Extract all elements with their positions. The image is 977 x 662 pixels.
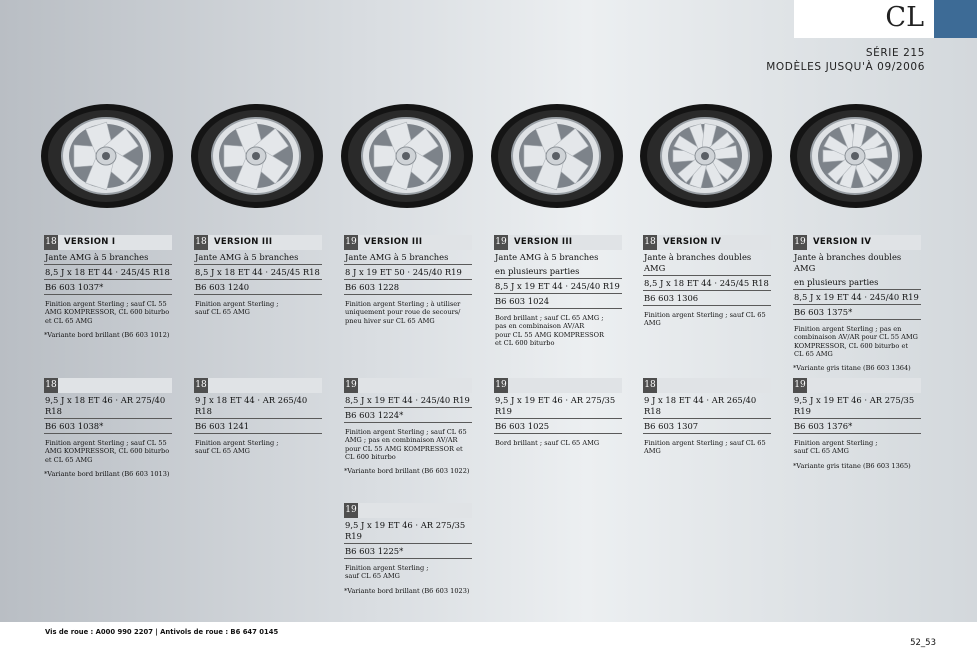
model-title: CL — [885, 2, 924, 33]
part-number: B6 603 1037* — [44, 280, 172, 295]
card-header — [194, 235, 322, 250]
note-line: Finition argent Sterling ; — [345, 564, 429, 572]
note-line: pas en combinaison AV/AR — [495, 322, 585, 331]
variant-note: *Variante bord brillant (B6 603 1022) — [344, 467, 470, 476]
note-line: pour CL 55 AMG KOMPRESSOR et — [345, 444, 463, 453]
card-header — [194, 378, 322, 393]
card-header — [643, 235, 771, 250]
wheel-spec-card — [194, 235, 322, 317]
note-line: CL 65 AMG — [794, 349, 833, 358]
note-line: Finition argent Sterling ; — [195, 439, 279, 447]
rim-spec: 8,5 J x 19 ET 44 · 245/40 R19 — [793, 290, 921, 305]
description: Jante à branches doubles AMG — [643, 250, 771, 276]
rim-size-badge: 18 — [643, 235, 657, 250]
model-tab — [794, 0, 934, 38]
rim-size-badge: 19 — [793, 378, 807, 393]
note-line: Finition argent Sterling ; sauf CL 65 — [345, 428, 467, 436]
finish-note — [44, 439, 172, 464]
series-heading — [766, 46, 925, 74]
card-header — [494, 378, 622, 393]
rim-spec: 8,5 J x 18 ET 44 · 245/45 R18 — [194, 265, 322, 280]
rim-spec: 8,5 J x 18 ET 44 · 245/45 R18 — [643, 276, 771, 291]
finish-note — [494, 439, 622, 447]
rim-spec: 8,5 J x 18 ET 44 · 245/45 R18 — [44, 265, 172, 280]
version-label: VERSION IV — [663, 237, 722, 247]
variant-note: *Variante bord brillant (B6 603 1012) — [44, 330, 170, 339]
description: Jante AMG à 5 branches — [44, 250, 172, 265]
rim-spec: 9,5 J x 19 ET 46 · AR 275/35 R19 — [344, 518, 472, 544]
rim-spec: 9,5 J x 18 ET 46 · AR 275/40 R18 — [44, 393, 172, 419]
finish-note — [793, 325, 921, 358]
note-line: AMG ; pas en combinaison AV/AR — [345, 436, 458, 445]
note-line: Finition argent Sterling ; — [794, 439, 878, 447]
rim-spec: 8,5 J x 19 ET 44 · 245/40 R19 — [344, 393, 472, 408]
rim-size-badge: 19 — [344, 503, 358, 518]
note-line: Finition argent Sterling ; sauf CL 65 AMG — [644, 439, 766, 456]
part-number: B6 603 1228 — [344, 280, 472, 295]
card-header — [793, 378, 921, 393]
note-line: CL 600 biturbo — [345, 452, 396, 461]
note-line: sauf CL 65 AMG — [195, 308, 250, 317]
version-label: VERSION III — [214, 237, 273, 247]
part-number: B6 603 1038* — [44, 419, 172, 434]
note-line: pour CL 55 AMG KOMPRESSOR — [495, 330, 604, 339]
finish-note — [494, 314, 622, 347]
note-line: Finition argent Sterling ; sauf CL 55 — [45, 439, 167, 447]
note-line: et CL 65 AMG — [45, 455, 93, 464]
card-header — [643, 378, 771, 393]
note-line: combinaison AV/AR pour CL 55 AMG — [794, 333, 918, 342]
part-number: B6 603 1375* — [793, 305, 921, 320]
wheel-image — [40, 104, 174, 208]
rim-spec: 9 J x 18 ET 44 · AR 265/40 R18 — [643, 393, 771, 419]
note-line: pneu hiver sur CL 65 AMG — [345, 316, 435, 325]
card-header — [793, 235, 921, 250]
note-line: sauf CL 65 AMG — [345, 572, 400, 581]
wheel-image — [639, 104, 773, 208]
part-number: B6 603 1376* — [793, 419, 921, 434]
card-header — [494, 235, 622, 250]
part-number: B6 603 1240 — [194, 280, 322, 295]
finish-note — [194, 439, 322, 456]
rear-spec-card — [494, 378, 622, 447]
rim-size-badge: 18 — [643, 378, 657, 393]
series-line-2: MODÈLES JUSQU'À 09/2006 — [766, 61, 925, 73]
note-line: Bord brillant ; sauf CL 65 AMG ; — [495, 314, 604, 322]
finish-note — [643, 311, 771, 328]
description-line-2: en plusieurs parties — [793, 275, 921, 290]
note-line: Finition argent Sterling ; sauf CL 55 — [45, 300, 167, 308]
part-number: B6 603 1241 — [194, 419, 322, 434]
finish-note — [344, 564, 472, 581]
part-number: B6 603 1307 — [643, 419, 771, 434]
wheel-image — [789, 104, 923, 208]
card-header — [44, 235, 172, 250]
note-line: sauf CL 65 AMG — [195, 447, 250, 456]
card-header — [44, 378, 172, 393]
version-label: VERSION IV — [813, 237, 872, 247]
finish-note — [344, 300, 472, 325]
version-label: VERSION III — [364, 237, 423, 247]
version-label: VERSION III — [514, 237, 573, 247]
rim-spec: 9 J x 18 ET 44 · AR 265/40 R18 — [194, 393, 322, 419]
note-line: Bord brillant ; sauf CL 65 AMG — [495, 439, 600, 447]
note-line: et CL 65 AMG — [45, 316, 93, 325]
page-number: 52_53 — [910, 638, 936, 648]
wheel-image — [490, 104, 624, 208]
finish-note — [44, 300, 172, 325]
wheel-spec-card — [494, 235, 622, 347]
variant-note: *Variante gris titane (B6 603 1364) — [793, 364, 911, 373]
finish-note — [793, 439, 921, 456]
part-number: B6 603 1024 — [494, 294, 622, 309]
note-line: Finition argent Sterling ; — [195, 300, 279, 308]
rim-size-badge: 19 — [344, 235, 358, 250]
rim-size-badge: 19 — [793, 235, 807, 250]
variant-note: *Variante gris titane (B6 603 1365) — [793, 461, 911, 470]
part-number: B6 603 1306 — [643, 291, 771, 306]
version-label: VERSION I — [64, 237, 116, 247]
rim-size-badge: 18 — [194, 378, 208, 393]
wheel-spec-card — [643, 235, 771, 328]
description-line-2: en plusieurs parties — [494, 264, 622, 279]
footer-parts-info: Vis de roue : A000 990 2207 | Antivols de roue : B6 647 0145 — [45, 628, 279, 636]
note-line: sauf CL 65 AMG — [794, 447, 849, 456]
variant-note: *Variante bord brillant (B6 603 1023) — [344, 586, 470, 595]
description: Jante AMG à 5 branches — [194, 250, 322, 265]
rim-spec: 8 J x 19 ET 50 · 245/40 R19 — [344, 265, 472, 280]
note-line: AMG KOMPRESSOR, CL 600 biturbo — [45, 447, 170, 456]
note-line: KOMPRESSOR, CL 600 biturbo et — [794, 341, 909, 350]
finish-note — [643, 439, 771, 456]
rear-spec-card — [643, 378, 771, 456]
wheel-spec-card — [44, 235, 172, 339]
card-header — [344, 235, 472, 250]
rear-spec-card — [44, 378, 172, 478]
note-line: Finition argent Sterling ; sauf CL 65 AMG — [644, 311, 766, 328]
finish-note — [344, 428, 472, 461]
card-header — [344, 378, 472, 393]
rim-size-badge: 18 — [44, 378, 58, 393]
wheel-spec-card — [344, 235, 472, 325]
rear-spec-card — [344, 503, 472, 595]
description: Jante AMG à 5 branches — [344, 250, 472, 265]
note-line: uniquement pour roue de secours/ — [345, 308, 461, 317]
wheel-image — [190, 104, 324, 208]
rim-spec: 9,5 J x 19 ET 46 · AR 275/35 R19 — [494, 393, 622, 419]
series-line-1: SÉRIE 215 — [865, 47, 925, 59]
wheel-spec-card — [793, 235, 921, 372]
note-line: Finition argent Sterling ; à utiliser — [345, 300, 461, 308]
rim-size-badge: 19 — [344, 378, 358, 393]
variant-note: *Variante bord brillant (B6 603 1013) — [44, 469, 170, 478]
description: Jante AMG à 5 branches — [495, 252, 599, 262]
part-number: B6 603 1025 — [494, 419, 622, 434]
rim-size-badge: 18 — [44, 235, 58, 250]
card-header — [344, 503, 472, 518]
rim-size-badge: 18 — [194, 235, 208, 250]
note-line: et CL 600 biturbo — [495, 338, 555, 347]
rear-spec-card — [793, 378, 921, 470]
description: Jante à branches doubles AMG — [794, 252, 902, 273]
part-number: B6 603 1224* — [344, 408, 472, 423]
rim-spec: 9,5 J x 19 ET 46 · AR 275/35 R19 — [793, 393, 921, 419]
part-number: B6 603 1225* — [344, 544, 472, 559]
rim-spec: 8,5 J x 19 ET 44 · 245/40 R19 — [494, 279, 622, 294]
tab-accent — [934, 0, 977, 38]
rear-spec-card — [194, 378, 322, 456]
rim-size-badge: 19 — [494, 235, 508, 250]
rear-spec-card — [344, 378, 472, 475]
footer — [0, 622, 977, 662]
rim-size-badge: 19 — [494, 378, 508, 393]
note-line: AMG KOMPRESSOR, CL 600 biturbo — [45, 308, 170, 317]
note-line: Finition argent Sterling ; pas en — [794, 325, 902, 333]
finish-note — [194, 300, 322, 317]
wheel-image — [340, 104, 474, 208]
